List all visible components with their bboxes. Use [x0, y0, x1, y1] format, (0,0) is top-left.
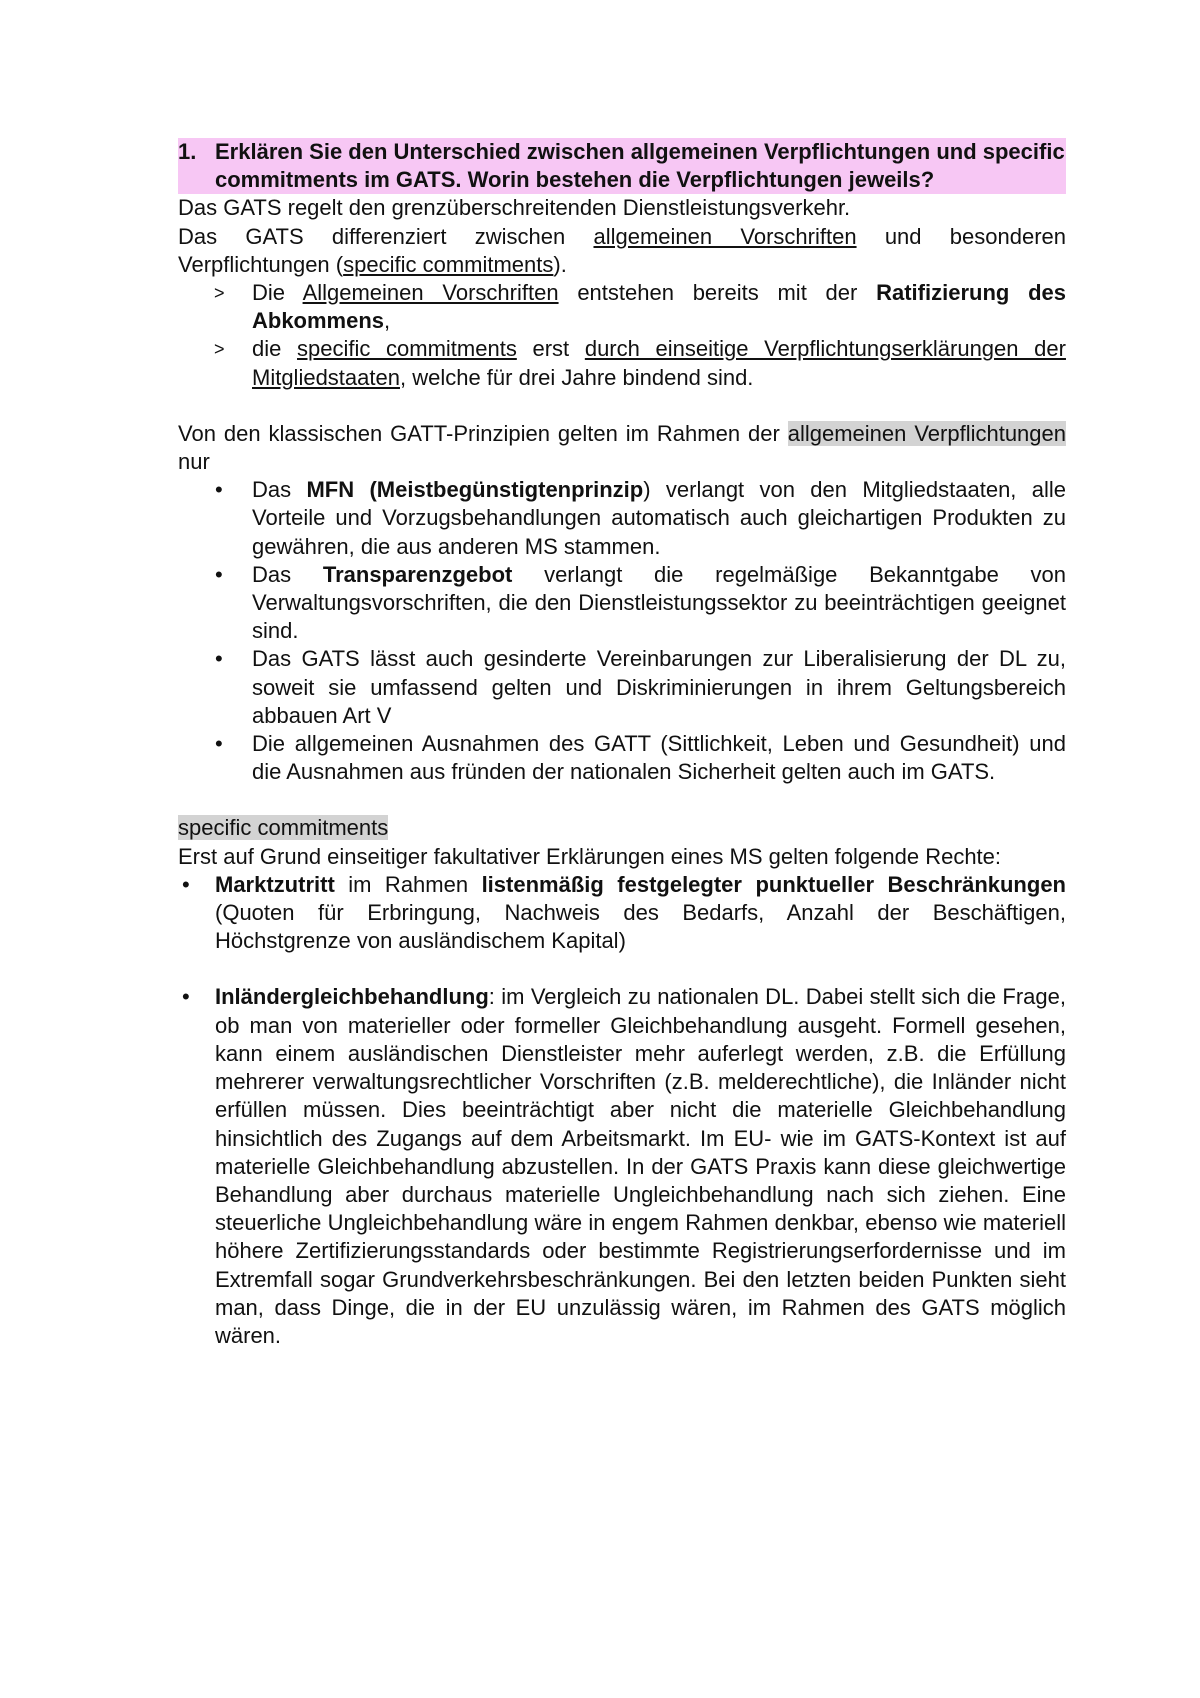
arrow-list-item	[178, 335, 1066, 391]
arrow-list-item	[178, 279, 1066, 335]
bold-term: Inländergleichbehandlung	[215, 984, 489, 1010]
text-run: : im Vergleich zu nationalen DL. Dabei stellt sich die Frage, ob man von materieller oder formeller Gleichbehandlung ausgeht. Formell gesehen, kann einem ausländischen Dienstleister mehr auferlegt werden, z.B. die Erfüllung mehrerer verwaltungsrechtlicher Vorschriften (z.B. melderechtliche), die Inländer nicht erfüllen müssen. Dies beeinträchtigt aber nicht die materielle Gleichbehandlung hinsichtlich des Zugangs auf dem Arbeitsmarkt. Im EU- wie im GATS-Kontext ist auf materielle Gleichbehandlung abzustellen. In der GATS Praxis kann diese gleichwertige Behandlung aber durchaus materielle Ungleichbehandlung nach sich ziehen. Eine steuerliche Ungleichbehandlung wäre in engem Rahmen denkbar, ebenso wie materiell höhere Zertifizierungsstandards oder bestimmte Registrierungserfordernisse und im Extremfall sogar Grundverkehrsbeschränkungen. Bei den letzten beiden Punkten sieht man, dass Dinge, die in der EU unzulässig wären, im Rahmen des GATS möglich wären.	[215, 984, 1066, 1348]
bullet-list-item	[178, 476, 1066, 561]
bold-term: MFN (Meistbegünstigtenprinzip	[306, 477, 644, 503]
text-run: Das GATS differenziert zwischen	[178, 223, 594, 249]
spacer	[178, 955, 1066, 983]
arrow-marker-icon: >	[214, 339, 225, 360]
underlined-term: Allgemeinen Vorschriften	[302, 280, 559, 306]
bullet-list-item	[178, 983, 1066, 1350]
text-run: entstehen bereits mit der	[558, 280, 877, 306]
highlighted-term: specific commitments	[178, 815, 389, 841]
bullet-list-item	[178, 561, 1066, 646]
bullet-icon: •	[215, 646, 223, 672]
spacer	[178, 392, 1066, 420]
spacer	[178, 786, 1066, 814]
question-number: 1.	[178, 139, 197, 164]
text-run: ,	[384, 308, 391, 334]
bullet-list-item	[178, 730, 1066, 786]
bold-term: Ratifizierung des Abkommens	[252, 280, 1066, 334]
underlined-term: allgemeinen Vorschriften	[593, 223, 857, 249]
text-run: Das	[252, 477, 307, 503]
bullet-list-rights	[178, 871, 1066, 1350]
underlined-term: specific commitments	[297, 336, 517, 362]
text-run: nur	[178, 449, 210, 475]
text-run: ) verlangt von den Mitgliedstaaten, alle Vorteile und Vorzugsbehandlungen automatisch auch gleichartigen Produkten zu gewähren, die aus anderen MS stammen.	[252, 477, 1067, 559]
underlined-term: specific commitments	[343, 251, 554, 277]
bullet-list-item	[178, 645, 1066, 730]
section3-label	[178, 814, 1066, 842]
bullet-icon: •	[215, 731, 223, 757]
arrow-list	[178, 279, 1066, 392]
text-run: ).	[553, 251, 567, 277]
bullet-list-item	[178, 871, 1066, 956]
text-run: verlangt die regelmäßige Bekanntgabe von Verwaltungsvorschriften, die den Dienstleistungssektor zu beeinträchtigen geeignet sind.	[252, 561, 1066, 644]
bullet-list	[178, 476, 1066, 786]
bullet-icon: •	[215, 561, 223, 587]
underlined-term: durch einseitige Verpflichtungserklärungen der Mitgliedstaaten	[252, 336, 1066, 390]
text-run: Das	[252, 561, 323, 587]
intro-line: Das GATS regelt den grenzüberschreitenden Dienstleistungsverkehr.	[178, 195, 851, 221]
text-run: und besonderen Verpflichtungen (	[178, 223, 1067, 277]
section3-intro: Erst auf Grund einseitiger fakultativer Erklärungen eines MS gelten folgende Rechte:	[178, 843, 1002, 869]
text-run: Die	[252, 280, 303, 306]
bullet-icon: •	[182, 871, 190, 897]
intro-paragraph	[178, 223, 1066, 279]
bold-term: Transparenzgebot	[322, 561, 513, 587]
text-run: Von den klassischen GATT-Prinzipien gelten im Rahmen der	[178, 420, 788, 446]
bold-term: Marktzutritt	[215, 871, 335, 897]
bullet-icon: •	[182, 984, 190, 1010]
text-run: erst	[516, 336, 585, 362]
text-run: die	[252, 336, 298, 362]
question-heading	[178, 138, 1066, 194]
text-run: Das GATS lässt auch gesinderte Vereinbarungen zur Liberalisierung der DL zu, soweit sie umfassend gelten und Diskriminierungen in ihrem Geltungsbereich abbauen Art V	[252, 646, 1066, 728]
text-run: Die allgemeinen Ausnahmen des GATT (Sittlichkeit, Leben und Gesundheit) und die Ausnahmen aus fründen der nationalen Sicherheit gelten auch im GATS.	[252, 731, 1066, 785]
section2-intro	[178, 420, 1066, 476]
text-run: (Quoten für Erbringung, Nachweis des Bedarfs, Anzahl der Beschäftigen, Höchstgrenze von ausländischem Kapital)	[215, 900, 1066, 954]
bullet-icon: •	[215, 477, 223, 503]
text-run: , welche für drei Jahre bindend sind.	[399, 364, 754, 390]
text-run: im Rahmen	[334, 871, 482, 897]
document-page	[178, 138, 1066, 1350]
bold-term: listenmäßig festgelegter punktueller Beschränkungen	[481, 871, 1066, 897]
highlighted-term: allgemeinen Verpflichtungen	[787, 420, 1066, 446]
question-text: Erklären Sie den Unterschied zwischen allgemeinen Verpflichtungen und specific commitments im GATS. Worin bestehen die Verpflichtungen jeweils?	[215, 139, 1065, 193]
arrow-marker-icon: >	[214, 283, 225, 304]
